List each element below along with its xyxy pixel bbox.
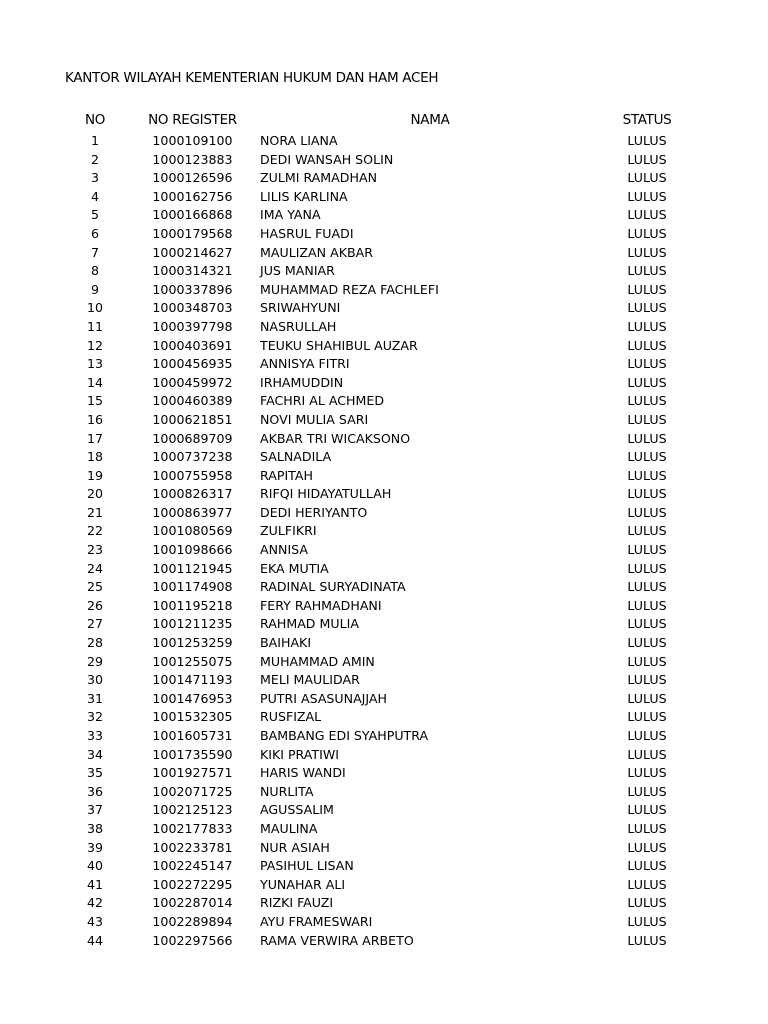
- row-register: 1002272295: [152, 876, 233, 892]
- row-status: LULUS: [627, 839, 667, 855]
- document-title: KANTOR WILAYAH KEMENTERIAN HUKUM DAN HAM ACEH: [65, 70, 439, 86]
- row-nama: NURLITA: [260, 783, 314, 799]
- row-nama: SALNADILA: [260, 449, 332, 465]
- row-no: 21: [86, 504, 104, 520]
- table-row: [0, 392, 768, 411]
- row-nama: ANNISA: [260, 542, 309, 558]
- row-status: LULUS: [627, 374, 667, 390]
- table-row: [0, 764, 768, 783]
- row-no: 29: [86, 653, 104, 669]
- row-nama: RADINAL SURYADINATA: [260, 579, 406, 595]
- row-no: 41: [86, 876, 104, 892]
- row-status: LULUS: [627, 560, 667, 576]
- table-row: [0, 132, 768, 151]
- row-register: 1001476953: [152, 690, 233, 706]
- row-status: LULUS: [627, 895, 667, 911]
- table-row: [0, 188, 768, 207]
- table-row: [0, 727, 768, 746]
- row-nama: LILIS KARLINA: [260, 188, 348, 204]
- row-status: LULUS: [627, 579, 667, 595]
- table-row: [0, 839, 768, 858]
- row-register: 1000337896: [152, 281, 233, 297]
- row-nama: EKA MUTIA: [260, 560, 329, 576]
- table-row: [0, 801, 768, 820]
- row-register: 1000826317: [152, 486, 233, 502]
- table-row: [0, 448, 768, 467]
- table-row: [0, 876, 768, 895]
- table-row: [0, 337, 768, 356]
- row-no: 34: [86, 746, 104, 762]
- header-no: NO: [84, 112, 106, 128]
- row-register: 1001121945: [152, 560, 233, 576]
- row-status: LULUS: [627, 207, 667, 223]
- row-nama: ANNISYA FITRI: [260, 356, 350, 372]
- row-nama: MAULIZAN AKBAR: [260, 244, 373, 260]
- row-nama: MUHAMMAD REZA FACHLEFI: [260, 281, 439, 297]
- row-register: 1002289894: [152, 913, 233, 929]
- row-no: 36: [86, 783, 104, 799]
- table-row: [0, 411, 768, 430]
- row-no: 42: [86, 895, 104, 911]
- row-no: 10: [86, 300, 104, 316]
- row-register: 1000621851: [152, 411, 233, 427]
- row-nama: RIFQI HIDAYATULLAH: [260, 486, 392, 502]
- row-no: 30: [86, 672, 104, 688]
- row-nama: NASRULLAH: [260, 318, 337, 334]
- row-nama: RUSFIZAL: [260, 709, 322, 725]
- row-status: LULUS: [627, 746, 667, 762]
- row-status: LULUS: [627, 244, 667, 260]
- table-row: [0, 504, 768, 523]
- row-status: LULUS: [627, 263, 667, 279]
- row-status: LULUS: [627, 820, 667, 836]
- row-register: 1001211235: [152, 616, 233, 632]
- table-row: [0, 913, 768, 932]
- row-status: LULUS: [627, 411, 667, 427]
- row-register: 1001605731: [152, 728, 233, 743]
- row-no: 2: [90, 151, 99, 167]
- table-row: [0, 225, 768, 244]
- table-row: [0, 374, 768, 393]
- row-register: 1002297566: [152, 932, 233, 948]
- row-register: 1001471193: [152, 672, 233, 688]
- row-no: 44: [86, 932, 104, 948]
- row-no: 16: [86, 411, 104, 427]
- row-nama: BAIHAKI: [260, 635, 312, 651]
- row-status: LULUS: [627, 467, 667, 483]
- row-no: 19: [86, 467, 104, 483]
- row-nama: BAMBANG EDI SYAHPUTRA: [260, 728, 429, 743]
- row-no: 43: [86, 913, 104, 929]
- row-status: LULUS: [627, 765, 667, 781]
- table-row: [0, 894, 768, 913]
- row-no: 35: [86, 765, 104, 781]
- table-row: [0, 671, 768, 690]
- row-nama: ZULMI RAMADHAN: [260, 170, 377, 186]
- row-register: 1001253259: [152, 635, 233, 651]
- row-nama: FERY RAHMADHANI: [260, 597, 382, 613]
- row-register: 1000456935: [152, 356, 233, 372]
- row-status: LULUS: [627, 356, 667, 372]
- table-row: [0, 430, 768, 449]
- row-register: 1000123883: [152, 151, 233, 167]
- row-register: 1001195218: [152, 597, 233, 613]
- row-nama: RAPITAH: [260, 467, 313, 483]
- row-nama: AGUSSALIM: [260, 802, 334, 818]
- table-row: [0, 485, 768, 504]
- row-register: 1002125123: [152, 802, 233, 818]
- row-no: 5: [90, 207, 99, 223]
- row-register: 1002177833: [152, 820, 233, 836]
- row-nama: KIKI PRATIWI: [260, 746, 339, 762]
- row-nama: SRIWAHYUNI: [260, 300, 341, 316]
- table-row: [0, 541, 768, 560]
- row-nama: TEUKU SHAHIBUL AUZAR: [260, 337, 418, 353]
- row-status: LULUS: [627, 876, 667, 892]
- row-status: LULUS: [627, 616, 667, 632]
- row-status: LULUS: [627, 337, 667, 353]
- row-no: 18: [86, 449, 104, 465]
- row-status: LULUS: [627, 188, 667, 204]
- row-no: 20: [86, 486, 104, 502]
- row-status: LULUS: [627, 449, 667, 465]
- table-row: [0, 820, 768, 839]
- table-body: [0, 132, 768, 950]
- row-status: LULUS: [627, 300, 667, 316]
- row-nama: MAULINA: [260, 820, 318, 836]
- row-register: 1000179568: [152, 225, 233, 241]
- row-nama: NUR ASIAH: [260, 839, 330, 855]
- header-nama: NAMA: [410, 112, 450, 128]
- row-no: 7: [90, 244, 99, 260]
- row-status: LULUS: [627, 635, 667, 651]
- row-no: 1: [90, 133, 99, 148]
- row-status: LULUS: [627, 690, 667, 706]
- row-no: 12: [86, 337, 104, 353]
- row-status: LULUS: [627, 932, 667, 948]
- row-no: 23: [86, 542, 104, 558]
- row-no: 13: [86, 356, 104, 372]
- row-status: LULUS: [627, 523, 667, 539]
- row-status: LULUS: [627, 542, 667, 558]
- table-row: [0, 262, 768, 281]
- row-status: LULUS: [627, 709, 667, 725]
- row-nama: DEDI HERIYANTO: [260, 504, 368, 520]
- row-register: 1000755958: [152, 467, 233, 483]
- row-register: 1001927571: [152, 765, 233, 781]
- row-no: 8: [90, 263, 99, 279]
- row-status: LULUS: [627, 858, 667, 874]
- row-status: LULUS: [627, 802, 667, 818]
- table-row: [0, 467, 768, 486]
- row-no: 39: [86, 839, 104, 855]
- table-row: [0, 522, 768, 541]
- row-register: 1002287014: [152, 895, 233, 911]
- row-register: 1000459972: [152, 374, 233, 390]
- row-register: 1000109100: [152, 133, 233, 148]
- row-register: 1001174908: [152, 579, 233, 595]
- row-register: 1000348703: [152, 300, 233, 316]
- row-register: 1000863977: [152, 504, 233, 520]
- row-status: LULUS: [627, 133, 667, 148]
- row-nama: RIZKI FAUZI: [260, 895, 334, 911]
- header-status: STATUS: [622, 112, 672, 128]
- row-status: LULUS: [627, 281, 667, 297]
- table-row: [0, 634, 768, 653]
- table-row: [0, 151, 768, 170]
- table-row: [0, 690, 768, 709]
- row-status: LULUS: [627, 672, 667, 688]
- row-nama: RAHMAD MULIA: [260, 616, 359, 632]
- row-nama: RAMA VERWIRA ARBETO: [260, 932, 414, 948]
- table-row: [0, 560, 768, 579]
- row-nama: NORA LIANA: [260, 133, 338, 148]
- row-nama: AKBAR TRI WICAKSONO: [260, 430, 411, 446]
- row-status: LULUS: [627, 597, 667, 613]
- row-nama: PUTRI ASASUNAJJAH: [260, 690, 387, 706]
- table-row: [0, 244, 768, 263]
- table-row: [0, 299, 768, 318]
- row-no: 11: [86, 318, 104, 334]
- table-row: [0, 281, 768, 300]
- row-register: 1000314321: [152, 263, 233, 279]
- row-nama: NOVI MULIA SARI: [260, 411, 369, 427]
- row-no: 31: [86, 690, 104, 706]
- row-no: 26: [86, 597, 104, 613]
- row-no: 37: [86, 802, 104, 818]
- row-nama: IMA YANA: [260, 207, 321, 223]
- table-row: [0, 708, 768, 727]
- row-no: 15: [86, 393, 104, 409]
- row-no: 27: [86, 616, 104, 632]
- row-status: LULUS: [627, 783, 667, 799]
- table-row: [0, 746, 768, 765]
- row-status: LULUS: [627, 225, 667, 241]
- table-row: [0, 206, 768, 225]
- row-no: 3: [90, 170, 99, 186]
- table-row: [0, 857, 768, 876]
- row-register: 1001098666: [152, 542, 233, 558]
- row-register: 1000126596: [152, 170, 233, 186]
- row-register: 1001735590: [152, 746, 233, 762]
- row-register: 1000162756: [152, 188, 233, 204]
- row-no: 9: [90, 281, 99, 297]
- row-nama: HASRUL FUADI: [260, 225, 354, 241]
- row-no: 4: [90, 188, 99, 204]
- table-row: [0, 932, 768, 951]
- row-nama: HARIS WANDI: [260, 765, 346, 781]
- row-no: 6: [90, 225, 99, 241]
- row-status: LULUS: [627, 486, 667, 502]
- table-row: [0, 318, 768, 337]
- row-no: 33: [86, 728, 104, 743]
- row-status: LULUS: [627, 170, 667, 186]
- row-register: 1002245147: [152, 858, 233, 874]
- row-nama: MUHAMMAD AMIN: [260, 653, 375, 669]
- row-register: 1002233781: [152, 839, 233, 855]
- row-status: LULUS: [627, 318, 667, 334]
- row-register: 1001532305: [152, 709, 233, 725]
- row-register: 1000214627: [152, 244, 233, 260]
- row-status: LULUS: [627, 653, 667, 669]
- row-status: LULUS: [627, 393, 667, 409]
- table-row: [0, 355, 768, 374]
- row-no: 28: [86, 635, 104, 651]
- row-register: 1000397798: [152, 318, 233, 334]
- row-register: 1000689709: [152, 430, 233, 446]
- row-nama: FACHRI AL ACHMED: [260, 393, 385, 409]
- row-no: 17: [86, 430, 104, 446]
- row-no: 24: [86, 560, 104, 576]
- table-header-row: [0, 110, 768, 130]
- table-row: [0, 597, 768, 616]
- row-register: 1000460389: [152, 393, 233, 409]
- row-status: LULUS: [627, 913, 667, 929]
- row-register: 1001080569: [152, 523, 233, 539]
- header-register: NO REGISTER: [148, 112, 237, 128]
- row-nama: JUS MANIAR: [260, 263, 335, 279]
- row-no: 14: [86, 374, 104, 390]
- row-no: 32: [86, 709, 104, 725]
- row-nama: AYU FRAMESWARI: [260, 913, 373, 929]
- row-nama: DEDI WANSAH SOLIN: [260, 151, 394, 167]
- table-row: [0, 169, 768, 188]
- row-status: LULUS: [627, 728, 667, 743]
- row-no: 22: [86, 523, 104, 539]
- row-nama: IRHAMUDDIN: [260, 374, 344, 390]
- row-nama: MELI MAULIDAR: [260, 672, 360, 688]
- row-nama: YUNAHAR ALI: [260, 876, 346, 892]
- table-row: [0, 653, 768, 672]
- row-no: 38: [86, 820, 104, 836]
- row-no: 40: [86, 858, 104, 874]
- row-status: LULUS: [627, 430, 667, 446]
- row-register: 1001255075: [152, 653, 233, 669]
- row-nama: ZULFIKRI: [260, 523, 317, 539]
- row-register: 1002071725: [152, 783, 233, 799]
- row-register: 1000403691: [152, 337, 233, 353]
- row-register: 1000166868: [152, 207, 233, 223]
- row-nama: PASIHUL LISAN: [260, 858, 354, 874]
- row-status: LULUS: [627, 504, 667, 520]
- table-row: [0, 615, 768, 634]
- results-table: [0, 110, 768, 948]
- row-register: 1000737238: [152, 449, 233, 465]
- row-status: LULUS: [627, 151, 667, 167]
- table-row: [0, 783, 768, 802]
- table-row: [0, 578, 768, 597]
- row-no: 25: [86, 579, 104, 595]
